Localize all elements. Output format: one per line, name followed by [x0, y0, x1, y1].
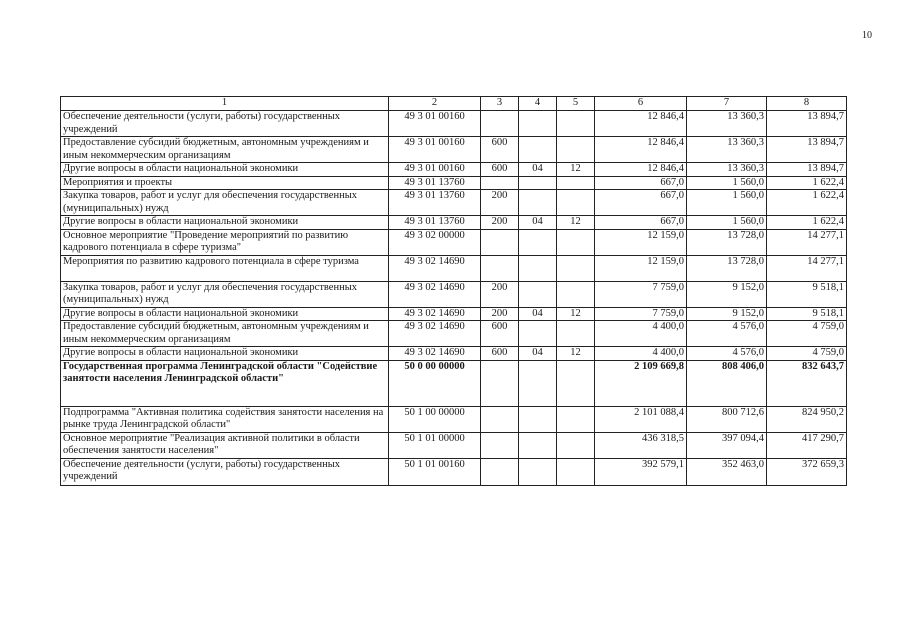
- column-header: 1: [61, 97, 389, 111]
- amount-year-1-cell: 12 159,0: [595, 229, 687, 255]
- section-cell: [519, 190, 557, 216]
- table-row: [61, 406, 847, 432]
- target-code-cell: 49 3 01 13760: [389, 216, 481, 230]
- subsection-cell: [557, 360, 595, 406]
- table-row: [61, 190, 847, 216]
- row-name-cell: Государственная программа Ленинградской области "Содействие занятости населения Ленинградской области": [61, 360, 389, 406]
- amount-year-1-cell: 2 101 088,4: [595, 406, 687, 432]
- table-row: [61, 458, 847, 485]
- section-cell: 04: [519, 163, 557, 177]
- column-header: 6: [595, 97, 687, 111]
- target-code-cell: 50 1 01 00160: [389, 458, 481, 485]
- subsection-cell: [557, 406, 595, 432]
- row-name-cell: Закупка товаров, работ и услуг для обеспечения государственных (муниципальных) нужд: [61, 281, 389, 307]
- amount-year-3-cell: 4 759,0: [767, 321, 847, 347]
- table-row: [61, 176, 847, 190]
- expense-type-cell: [481, 229, 519, 255]
- section-cell: [519, 406, 557, 432]
- subsection-cell: [557, 432, 595, 458]
- section-cell: 04: [519, 307, 557, 321]
- amount-year-2-cell: 13 360,3: [687, 111, 767, 137]
- expense-type-cell: 200: [481, 307, 519, 321]
- header-row: [61, 97, 847, 111]
- expense-type-cell: [481, 360, 519, 406]
- amount-year-1-cell: 4 400,0: [595, 347, 687, 361]
- amount-year-1-cell: 12 159,0: [595, 255, 687, 281]
- budget-table: [60, 96, 847, 486]
- row-name-cell: Предоставление субсидий бюджетным, автономным учреждениям и иным некоммерческим организациям: [61, 137, 389, 163]
- row-name-cell: Обеспечение деятельности (услуги, работы) государственных учреждений: [61, 458, 389, 485]
- amount-year-2-cell: 808 406,0: [687, 360, 767, 406]
- target-code-cell: 49 3 02 14690: [389, 321, 481, 347]
- expense-type-cell: [481, 432, 519, 458]
- column-header: 4: [519, 97, 557, 111]
- amount-year-3-cell: 1 622,4: [767, 216, 847, 230]
- expense-type-cell: 600: [481, 137, 519, 163]
- column-header: 5: [557, 97, 595, 111]
- amount-year-1-cell: 667,0: [595, 176, 687, 190]
- subsection-cell: 12: [557, 307, 595, 321]
- row-name-cell: Мероприятия и проекты: [61, 176, 389, 190]
- table-row: [61, 229, 847, 255]
- amount-year-3-cell: 9 518,1: [767, 307, 847, 321]
- page-number: 10: [862, 30, 872, 41]
- amount-year-1-cell: 7 759,0: [595, 281, 687, 307]
- amount-year-1-cell: 436 318,5: [595, 432, 687, 458]
- subsection-cell: [557, 176, 595, 190]
- amount-year-3-cell: 9 518,1: [767, 281, 847, 307]
- table-row: [61, 347, 847, 361]
- amount-year-3-cell: 13 894,7: [767, 163, 847, 177]
- amount-year-2-cell: 13 728,0: [687, 255, 767, 281]
- section-cell: [519, 111, 557, 137]
- section-cell: [519, 281, 557, 307]
- section-cell: 04: [519, 347, 557, 361]
- expense-type-cell: [481, 176, 519, 190]
- expense-type-cell: [481, 458, 519, 485]
- target-code-cell: 50 1 01 00000: [389, 432, 481, 458]
- target-code-cell: 49 3 02 14690: [389, 347, 481, 361]
- amount-year-2-cell: 13 728,0: [687, 229, 767, 255]
- amount-year-1-cell: 667,0: [595, 190, 687, 216]
- amount-year-2-cell: 1 560,0: [687, 176, 767, 190]
- amount-year-3-cell: 1 622,4: [767, 176, 847, 190]
- amount-year-2-cell: 9 152,0: [687, 281, 767, 307]
- row-name-cell: Другие вопросы в области национальной экономики: [61, 307, 389, 321]
- amount-year-3-cell: 14 277,1: [767, 229, 847, 255]
- section-cell: [519, 432, 557, 458]
- subsection-cell: [557, 458, 595, 485]
- target-code-cell: 50 1 00 00000: [389, 406, 481, 432]
- target-code-cell: 49 3 01 00160: [389, 111, 481, 137]
- amount-year-3-cell: 824 950,2: [767, 406, 847, 432]
- amount-year-3-cell: 417 290,7: [767, 432, 847, 458]
- amount-year-1-cell: 12 846,4: [595, 137, 687, 163]
- amount-year-2-cell: 4 576,0: [687, 347, 767, 361]
- subsection-cell: 12: [557, 163, 595, 177]
- section-cell: [519, 229, 557, 255]
- amount-year-2-cell: 4 576,0: [687, 321, 767, 347]
- table-row: [61, 255, 847, 281]
- amount-year-1-cell: 667,0: [595, 216, 687, 230]
- table-row: [61, 137, 847, 163]
- amount-year-2-cell: 397 094,4: [687, 432, 767, 458]
- row-name-cell: Другие вопросы в области национальной экономики: [61, 163, 389, 177]
- amount-year-2-cell: 1 560,0: [687, 216, 767, 230]
- subsection-cell: [557, 281, 595, 307]
- expense-type-cell: 600: [481, 347, 519, 361]
- target-code-cell: 49 3 01 00160: [389, 163, 481, 177]
- expense-type-cell: 600: [481, 321, 519, 347]
- amount-year-3-cell: 1 622,4: [767, 190, 847, 216]
- table-row: [61, 432, 847, 458]
- table-row: [61, 281, 847, 307]
- table-row: [61, 111, 847, 137]
- target-code-cell: 49 3 02 14690: [389, 307, 481, 321]
- row-name-cell: Мероприятия по развитию кадрового потенциала в сфере туризма: [61, 255, 389, 281]
- subsection-cell: [557, 321, 595, 347]
- row-name-cell: Основное мероприятие "Реализация активной политики в области обеспечения занятости населения": [61, 432, 389, 458]
- amount-year-3-cell: 832 643,7: [767, 360, 847, 406]
- subsection-cell: 12: [557, 216, 595, 230]
- amount-year-2-cell: 13 360,3: [687, 163, 767, 177]
- target-code-cell: 50 0 00 00000: [389, 360, 481, 406]
- amount-year-2-cell: 1 560,0: [687, 190, 767, 216]
- table-row: [61, 360, 847, 406]
- subsection-cell: [557, 190, 595, 216]
- subsection-cell: [557, 111, 595, 137]
- amount-year-3-cell: 13 894,7: [767, 111, 847, 137]
- section-cell: 04: [519, 216, 557, 230]
- subsection-cell: [557, 137, 595, 163]
- subsection-cell: [557, 229, 595, 255]
- target-code-cell: 49 3 01 00160: [389, 137, 481, 163]
- amount-year-1-cell: 2 109 669,8: [595, 360, 687, 406]
- column-header: 2: [389, 97, 481, 111]
- target-code-cell: 49 3 01 13760: [389, 176, 481, 190]
- amount-year-3-cell: 4 759,0: [767, 347, 847, 361]
- expense-type-cell: 200: [481, 281, 519, 307]
- section-cell: [519, 360, 557, 406]
- expense-type-cell: 200: [481, 190, 519, 216]
- expense-type-cell: [481, 111, 519, 137]
- row-name-cell: Закупка товаров, работ и услуг для обеспечения государственных (муниципальных) нужд: [61, 190, 389, 216]
- table-row: [61, 321, 847, 347]
- amount-year-2-cell: 352 463,0: [687, 458, 767, 485]
- amount-year-3-cell: 372 659,3: [767, 458, 847, 485]
- table-row: [61, 307, 847, 321]
- target-code-cell: 49 3 02 14690: [389, 281, 481, 307]
- section-cell: [519, 458, 557, 485]
- amount-year-2-cell: 800 712,6: [687, 406, 767, 432]
- amount-year-3-cell: 13 894,7: [767, 137, 847, 163]
- table-row: [61, 163, 847, 177]
- table-row: [61, 216, 847, 230]
- amount-year-3-cell: 14 277,1: [767, 255, 847, 281]
- row-name-cell: Подпрограмма "Активная политика содействия занятости населения на рынке труда Ленинградской области": [61, 406, 389, 432]
- target-code-cell: 49 3 02 14690: [389, 255, 481, 281]
- subsection-cell: 12: [557, 347, 595, 361]
- expense-type-cell: 200: [481, 216, 519, 230]
- row-name-cell: Предоставление субсидий бюджетным, автономным учреждениям и иным некоммерческим организациям: [61, 321, 389, 347]
- expense-type-cell: [481, 406, 519, 432]
- amount-year-2-cell: 13 360,3: [687, 137, 767, 163]
- expense-type-cell: [481, 255, 519, 281]
- target-code-cell: 49 3 01 13760: [389, 190, 481, 216]
- section-cell: [519, 321, 557, 347]
- section-cell: [519, 137, 557, 163]
- column-header: 3: [481, 97, 519, 111]
- expense-type-cell: 600: [481, 163, 519, 177]
- subsection-cell: [557, 255, 595, 281]
- amount-year-1-cell: 392 579,1: [595, 458, 687, 485]
- target-code-cell: 49 3 02 00000: [389, 229, 481, 255]
- row-name-cell: Основное мероприятие "Проведение мероприятий по развитию кадрового потенциала в сфере туризма": [61, 229, 389, 255]
- amount-year-1-cell: 7 759,0: [595, 307, 687, 321]
- amount-year-2-cell: 9 152,0: [687, 307, 767, 321]
- column-header: 7: [687, 97, 767, 111]
- section-cell: [519, 176, 557, 190]
- row-name-cell: Обеспечение деятельности (услуги, работы) государственных учреждений: [61, 111, 389, 137]
- amount-year-1-cell: 4 400,0: [595, 321, 687, 347]
- column-header: 8: [767, 97, 847, 111]
- amount-year-1-cell: 12 846,4: [595, 111, 687, 137]
- row-name-cell: Другие вопросы в области национальной экономики: [61, 216, 389, 230]
- amount-year-1-cell: 12 846,4: [595, 163, 687, 177]
- section-cell: [519, 255, 557, 281]
- row-name-cell: Другие вопросы в области национальной экономики: [61, 347, 389, 361]
